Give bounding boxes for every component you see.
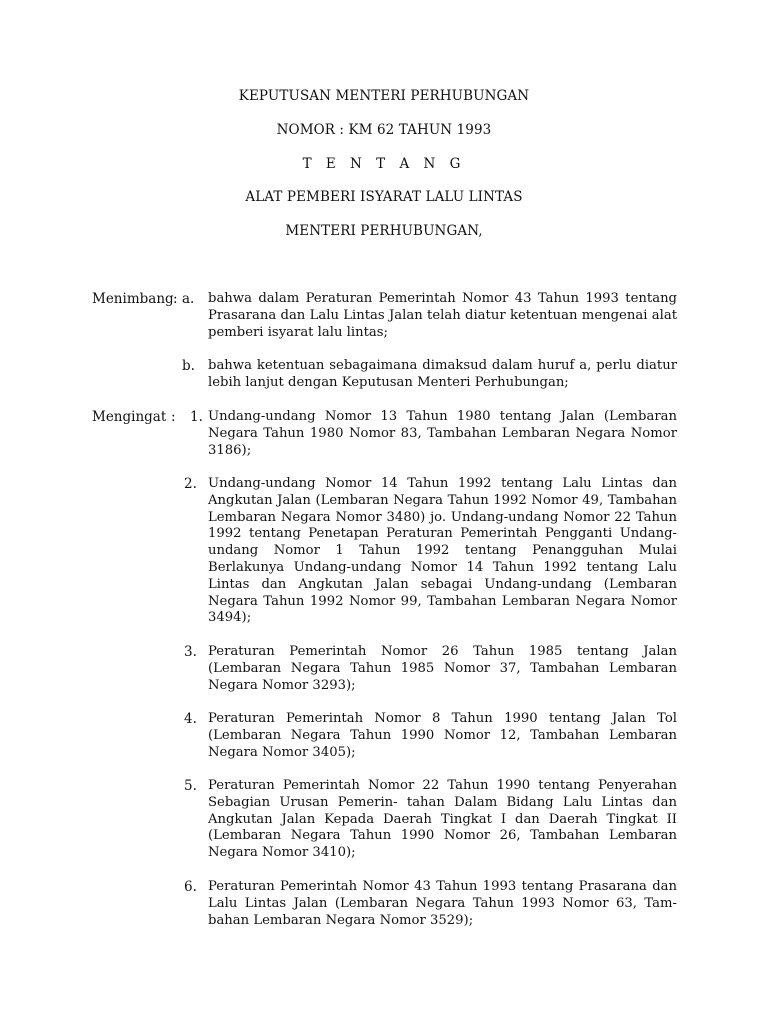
mengingat-item-marker: 6. [184, 879, 197, 895]
menimbang-item-text: bahwa ketentuan sebagaimana dimaksud dalam huruf a, perlu diatur lebih lanjut dengan Keputusan Menteri Perhubungan; [208, 358, 677, 390]
menimbang-item-text: bahwa dalam Peraturan Pemerintah Nomor 43 Tahun 1993 tentang Prasarana dan Lalu Lintas Jalan telah diatur ketentuan mengenai alat pemberi isyarat lalu lintas; [208, 291, 677, 340]
mengingat-item-text: Peraturan Pemerintah Nomor 26 Tahun 1985 tentang Jalan (Lembaran Negara Tahun 1985 Nomor 37, Tambahan Lembaran Negara Nomor 3293); [208, 644, 677, 693]
mengingat-item-marker: 2. [184, 476, 197, 492]
mengingat-item-marker: 4. [184, 711, 197, 727]
decree-subject: ALAT PEMBERI ISYARAT LALU LINTAS [245, 189, 523, 205]
mengingat-item-marker: 3. [184, 644, 197, 660]
minister-heading: MENTERI PERHUBUNGAN, [285, 223, 483, 239]
mengingat-item-text: Peraturan Pemerintah Nomor 8 Tahun 1990 tentang Jalan Tol (Lembaran Negara Tahun 1990 Nomor 12, Tambahan Lembaran Negara Nomor 3405); [208, 711, 677, 760]
decree-title: KEPUTUSAN MENTERI PERHUBUNGAN [238, 88, 530, 104]
mengingat-label: Mengingat [92, 409, 167, 425]
decree-number: NOMOR : KM 62 TAHUN 1993 [276, 122, 492, 138]
mengingat-item-text: Peraturan Pemerintah Nomor 43 Tahun 1993 tentang Prasarana dan Lalu Lintas Jalan (Lembaran Negara Tahun 1993 Nomor 63, Tam- bahan Lembaran Negara Nomor 3529); [208, 879, 677, 928]
mengingat-item-marker: 1. [190, 409, 203, 425]
menimbang-item-marker: b. [182, 358, 195, 374]
menimbang-colon: : [173, 291, 178, 307]
menimbang-label: Menimbang [92, 291, 174, 307]
mengingat-item-text: Peraturan Pemerintah Nomor 22 Tahun 1990 tentang Penyerahan Sebagian Urusan Pemerin- tahan Dalam Bidang Lalu Lintas dan Angkutan Jalan Kepada Daerah Tingkat I dan Daerah Tingkat II (Lembaran Negara Tahun 1990 Nomor 26, Tambahan Lembaran Negara Nomor 3410); [208, 778, 677, 861]
mengingat-item-marker: 5. [184, 778, 197, 794]
mengingat-item-text: Undang-undang Nomor 13 Tahun 1980 tentang Jalan (Lembaran Negara Tahun 1980 Nomor 83, Tambahan Lembaran Negara Nomor 3186); [208, 409, 677, 458]
menimbang-item-marker: a. [182, 291, 195, 307]
mengingat-colon: : [171, 409, 176, 425]
tentang-heading: T E N T A N G [302, 156, 466, 172]
mengingat-item-text: Undang-undang Nomor 14 Tahun 1992 tentang Lalu Lintas dan Angkutan Jalan (Lembaran Negara Tahun 1992 Nomor 49, Tambahan Lembaran Negara Nomor 3480) jo. Undang-undang Nomor 22 Tahun 1992 tentang Penetapan Peraturan Pemerintah Pengganti Undang-undang Nomor 1 Tahun 1992 tentang Penangguhan Mulai Berlakunya Undang-undang Nomor 14 Tahun 1992 tentang Lalu Lintas dan Angkutan Jalan sebagai Undang-undang (Lembaran Negara Tahun 1992 Nomor 99, Tambahan Lembaran Negara Nomor 3494); [208, 476, 677, 626]
